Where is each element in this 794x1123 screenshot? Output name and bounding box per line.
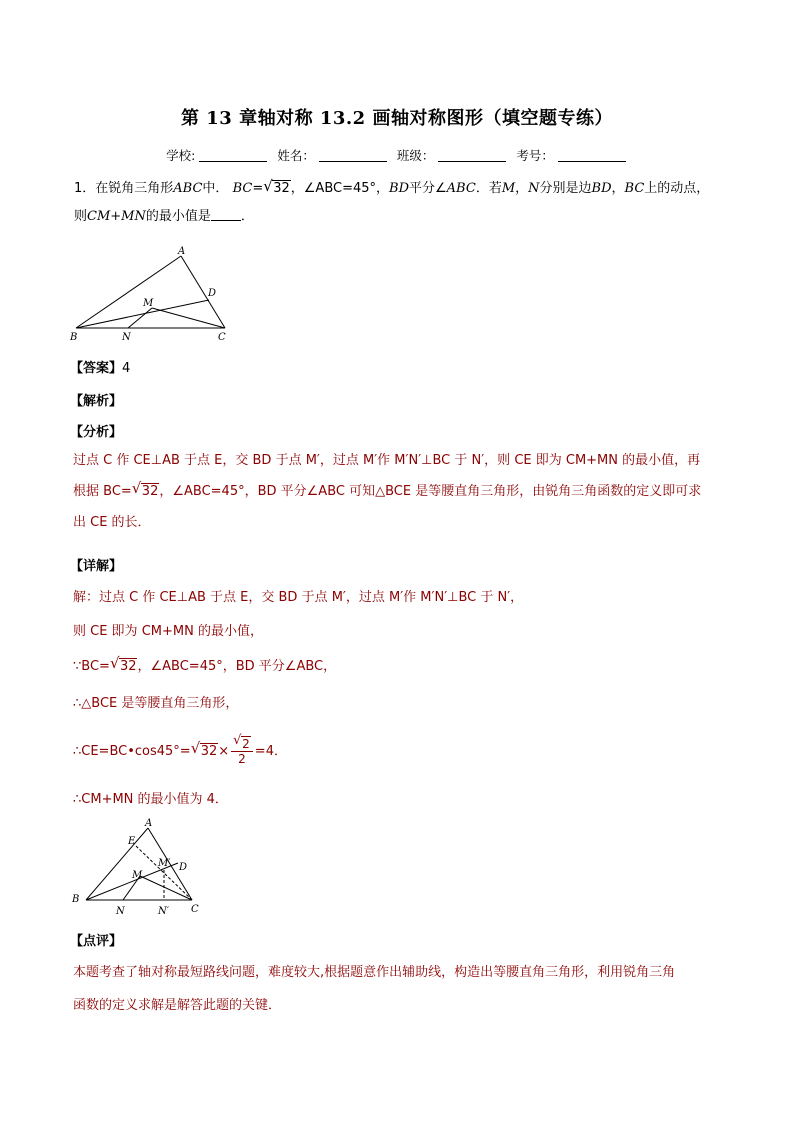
side-ab bbox=[86, 828, 148, 900]
exam-no-label: 考号： bbox=[516, 148, 554, 163]
solution-line-6: ∴CM+MN 的最小值为 4． bbox=[73, 792, 228, 807]
label-d: D bbox=[179, 862, 188, 873]
label-n-prime: N′ bbox=[158, 906, 170, 917]
jiexi-tag: 【解析】 bbox=[70, 394, 123, 409]
solution-line-2: 则 CE 即为 CM+MN 的最小值， bbox=[73, 624, 263, 639]
solution-line-4: ∴△BCE 是等腰直角三角形， bbox=[73, 696, 239, 711]
exam-no-blank[interactable] bbox=[558, 149, 626, 162]
xiangjie-tag: 【详解】 bbox=[70, 559, 123, 574]
analysis-paragraph: 过点 C 作 CE⊥AB 于点 E，交 BD 于点 M′，过点 M′作 M′N′⊥BC 于 N′，则 CE 即为 CM+MN 的最小值，再 根据 BC= √ 32，∠ABC=45°，BD 平分∠ABC 可知△BCE 是等腰直角三角形，由锐角三角函数的定义即可求 出 CE 的长． bbox=[73, 453, 702, 530]
label-m: M bbox=[132, 870, 143, 881]
question-1 bbox=[74, 178, 734, 228]
figure-2 bbox=[68, 816, 218, 920]
label-b: B bbox=[72, 894, 80, 905]
school-blank[interactable] bbox=[199, 149, 267, 162]
sqrt-32: √ 32 bbox=[263, 177, 290, 196]
dianping-tag: 【点评】 bbox=[70, 934, 123, 949]
solution-line-3: ∵BC= √ 32，∠ABC=45°，BD 平分∠ABC， bbox=[73, 654, 337, 674]
comment-line-1: 本题考查了轴对称最短路线问题，难度较大,根据题意作出辅助线，构造出等腰直角三角形，利用锐角三角 bbox=[73, 965, 676, 980]
sqrt-32: √ 32 bbox=[190, 739, 218, 759]
solution-line-1: 解：过点 C 作 CE⊥AB 于点 E，交 BD 于点 M′，过点 M′作 M′N′⊥BC 于 N′， bbox=[73, 590, 524, 605]
figure-1 bbox=[68, 244, 238, 344]
fraction-sqrt2-over-2: √ 2 2 bbox=[231, 737, 253, 766]
label-m-prime: M′ bbox=[158, 858, 171, 869]
comment-line-2: 函数的定义求解是解答此题的关键． bbox=[73, 998, 282, 1013]
fenxi-tag: 【分析】 bbox=[70, 425, 123, 440]
class-label: 班级： bbox=[396, 148, 435, 163]
answer-blank[interactable] bbox=[211, 208, 241, 221]
label-c: C bbox=[191, 904, 199, 915]
school-label: 学校: bbox=[166, 148, 196, 163]
question-line-2: 则CM+MN的最小值是 ． bbox=[74, 209, 254, 224]
label-a: A bbox=[145, 818, 153, 829]
label-c: C bbox=[218, 332, 226, 343]
label-d: D bbox=[208, 288, 217, 299]
answer-value: 4 bbox=[122, 361, 131, 376]
sqrt-32: √ 32 bbox=[131, 479, 159, 499]
answer-section: 【答案】4 bbox=[70, 361, 131, 376]
page-title: 第 13 章轴对称 13.2 画轴对称图形（填空题专练） bbox=[181, 108, 613, 129]
name-blank[interactable] bbox=[319, 149, 387, 162]
sqrt-32: √ 32 bbox=[109, 654, 137, 674]
segment-mn bbox=[128, 308, 152, 328]
name-label: 姓名： bbox=[277, 148, 315, 163]
label-e: E bbox=[128, 836, 136, 847]
side-ac bbox=[181, 256, 225, 328]
question-line-1: 1．在锐角三角形ABC中． BC= √ 32，∠ABC=45°，BD平分∠ABC．若M，N分别是边BD，BC上的动点， bbox=[74, 178, 734, 200]
label-m: M bbox=[143, 298, 154, 309]
student-info-line bbox=[0, 146, 794, 164]
label-n: N bbox=[122, 332, 131, 343]
label-b: B bbox=[70, 332, 78, 343]
label-n: N bbox=[116, 906, 125, 917]
class-blank[interactable] bbox=[438, 149, 506, 162]
solution-line-5: ∴CE=BC•cos45°= √ 32× √ 2 2 =4． bbox=[73, 733, 287, 766]
label-a: A bbox=[178, 246, 186, 257]
